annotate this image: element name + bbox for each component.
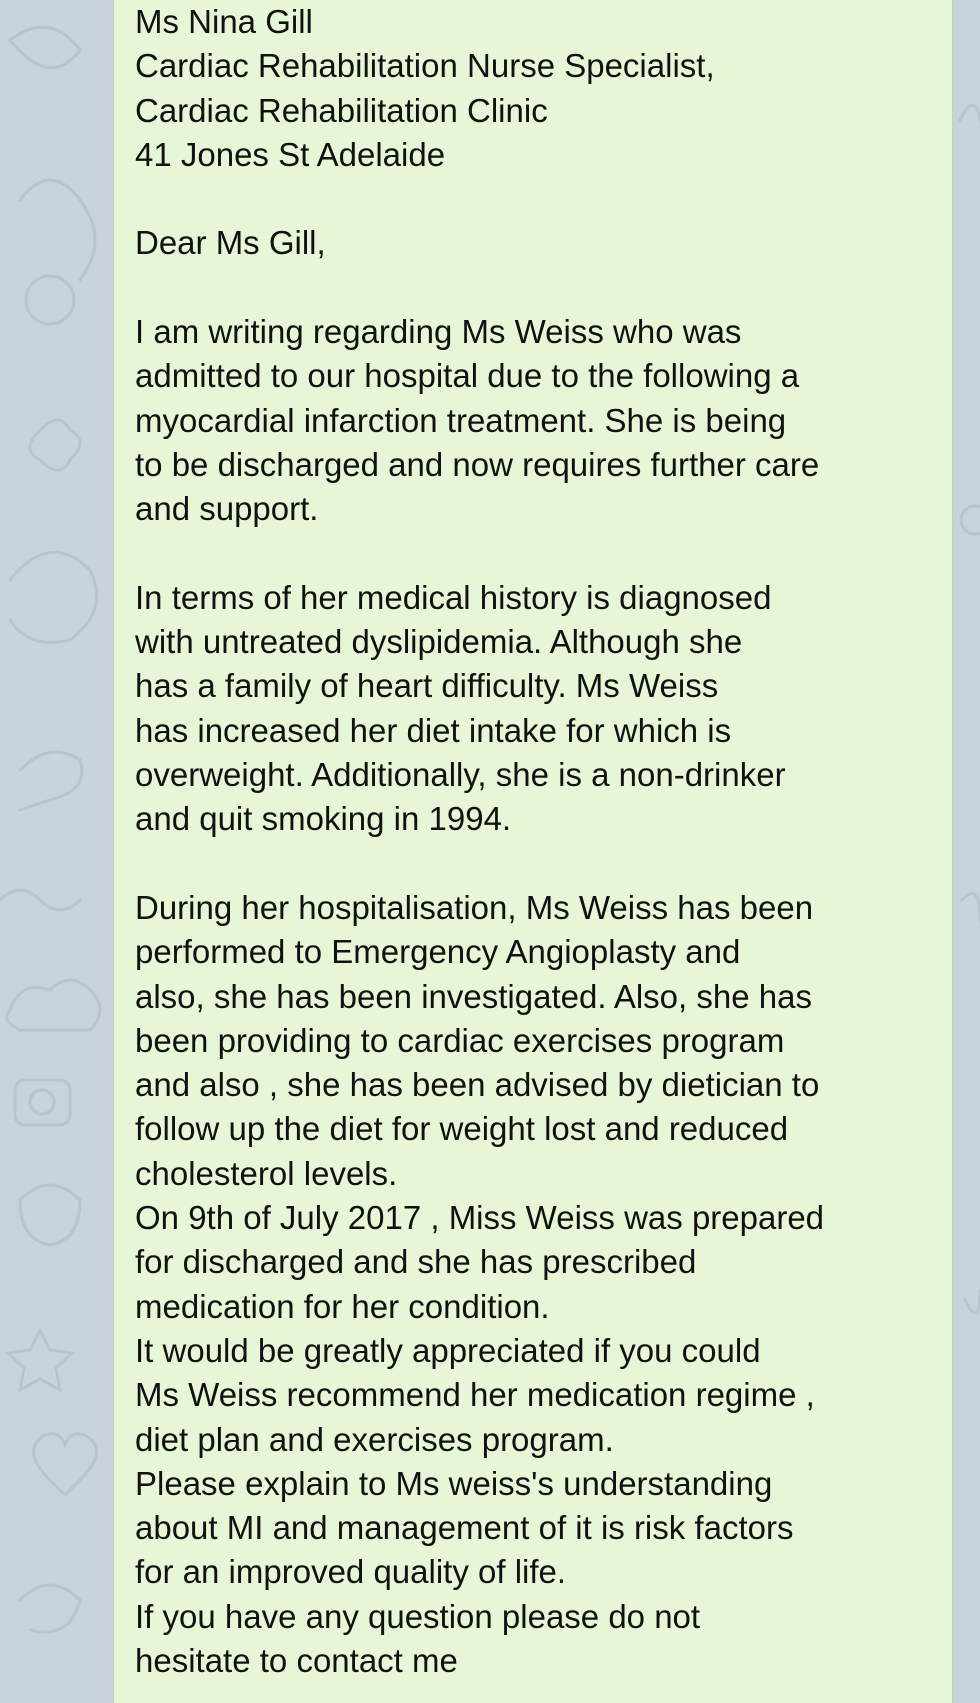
paragraph-3-line: During her hospitalisation, Ms Weiss has been (135, 888, 814, 926)
paragraph-2-line: In terms of her medical history is diagnosed (135, 578, 772, 616)
paragraph-1-line: and support. (135, 490, 319, 528)
recipient-clinic: Cardiac Rehabilitation Clinic (135, 91, 548, 129)
blank-line (135, 532, 945, 576)
paragraph-3-line: for an improved quality of life. (135, 1553, 567, 1591)
paragraph-3-line: been providing to cardiac exercises program (135, 1021, 785, 1059)
recipient-name: Ms Nina Gill (135, 3, 313, 40)
doodle-star (8, 1330, 72, 1390)
paragraph-3-line: diet plan and exercises program. (135, 1420, 614, 1458)
paragraph-3-line: hesitate to contact me (135, 1641, 458, 1679)
letter-text (135, 0, 945, 1683)
doodle-bird (20, 752, 82, 810)
blank-line (135, 266, 945, 310)
paragraph-3-line: It would be greatly appreciated if you could (135, 1331, 761, 1369)
doodle-camera (15, 1080, 70, 1125)
doodle-flower (30, 420, 80, 470)
paragraph-1-line: admitted to our hospital due to the following a (135, 357, 800, 395)
paragraph-3-line: also, she has been investigated. Also, she has (135, 977, 812, 1015)
salutation: Dear Ms Gill, (135, 224, 326, 262)
paragraph-2-line: has increased her diet intake for which is (135, 711, 732, 749)
doodle-right-circle (961, 506, 980, 534)
doodle-right-1 (960, 105, 980, 120)
recipient-address: 41 Jones St Adelaide (135, 135, 446, 173)
doodle-heart (34, 1434, 97, 1495)
doodle-animal (10, 552, 97, 642)
paragraph-3-line: Please explain to Ms weiss's understanding (135, 1464, 773, 1502)
paragraph-3-line: On 9th of July 2017 , Miss Weiss was prepared (135, 1199, 825, 1237)
paragraph-3-line: follow up the diet for weight lost and reduced (135, 1110, 789, 1148)
recipient-title: Cardiac Rehabilitation Nurse Specialist, (135, 47, 715, 85)
doodle-right-2 (962, 893, 980, 920)
doodle-fruit (20, 1185, 80, 1245)
paragraph-3-line: and also , she has been advised by dietician to (135, 1066, 820, 1104)
paragraph-3-line: about MI and management of it is risk factors (135, 1509, 794, 1547)
paragraph-3-line: medication for her condition. (135, 1287, 550, 1325)
doodle-swirl (20, 180, 95, 280)
paragraph-3-line: cholesterol levels. (135, 1154, 398, 1192)
paragraph-3-line: If you have any question please do not (135, 1597, 701, 1635)
doodle-leaf (10, 27, 80, 68)
paragraph-3-line: for discharged and she has prescribed (135, 1243, 697, 1281)
doodle-right-3 (965, 1290, 980, 1313)
paragraph-3-line: performed to Emergency Angioplasty and (135, 933, 741, 971)
paragraph-2-line: and quit smoking in 1994. (135, 800, 512, 838)
doodle-swirl-2 (20, 1585, 80, 1632)
doodle-circle (26, 276, 74, 324)
paragraph-1-line: to be discharged and now requires further care (135, 445, 820, 483)
paragraph-2-line: overweight. Additionally, she is a non-drinker (135, 756, 786, 794)
paragraph-2-line: with untreated dyslipidemia. Although she (135, 623, 743, 661)
blank-line (135, 842, 945, 886)
doodle-wave (0, 890, 80, 910)
paragraph-1-line: myocardial infarction treatment. She is being (135, 401, 787, 439)
paragraph-1-line: I am writing regarding Ms Weiss who was (135, 313, 742, 351)
paragraph-3-line: Ms Weiss recommend her medication regime , (135, 1376, 815, 1414)
paragraph-2-line: has a family of heart difficulty. Ms Weiss (135, 667, 719, 705)
blank-line (135, 177, 945, 221)
doodle-cloud (7, 980, 100, 1030)
